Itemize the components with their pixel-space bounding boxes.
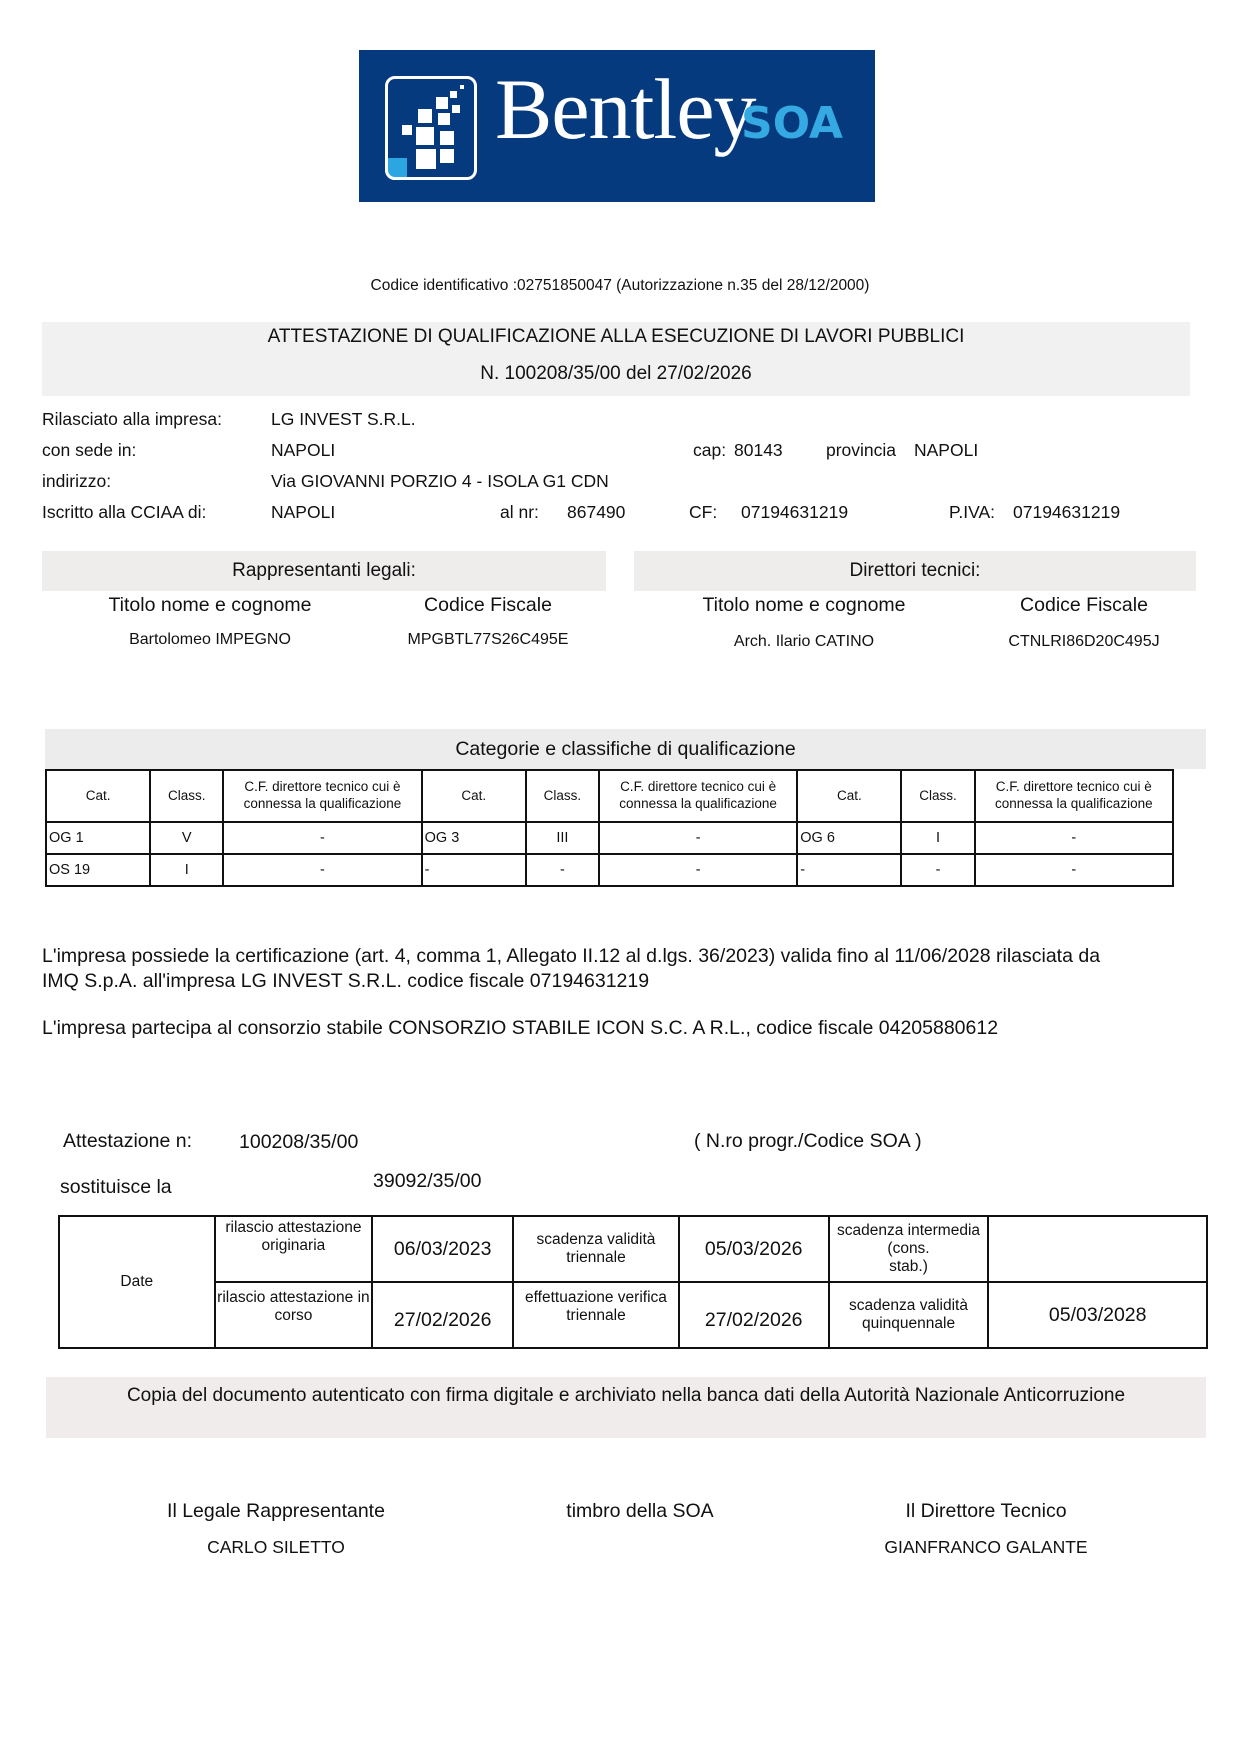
rilasciato-label: Rilasciato alla impresa: [42, 409, 222, 429]
provincia-value: NAPOLI [914, 440, 979, 460]
cell-cf: - [975, 822, 1173, 854]
cell-class: I [901, 822, 974, 854]
header-class: Class. [901, 770, 974, 822]
certificazione-line-1: L'impresa possiede la certificazione (art. 4, comma 1, Allegato II.12 al d.lgs. 36/2023) valida fino al 11/06/2028 rilasciata da [42, 945, 1101, 967]
pixel-document-icon [385, 76, 477, 180]
indirizzo-label: indirizzo: [42, 471, 112, 491]
attestazione-label: Attestazione n: [63, 1130, 192, 1152]
scadenza-triennale-value: 05/03/2026 [679, 1216, 829, 1282]
rilascio-originaria-value: 06/03/2023 [372, 1216, 513, 1282]
sostituisce-label: sostituisce la [60, 1176, 172, 1198]
logo-soa-text: SOA [741, 98, 843, 149]
cell-cat: OS 19 [46, 854, 150, 886]
cell-class: I [150, 854, 223, 886]
nr-value: 867490 [567, 502, 626, 522]
categories-header-row [46, 770, 1173, 822]
cf-label: CF: [689, 502, 718, 522]
certificazione-line-2: IMQ S.p.A. all'impresa LG INVEST S.R.L. codice fiscale 07194631219 [42, 970, 650, 992]
legal-rep-name: Bartolomeo IMPEGNO [129, 631, 291, 648]
header-class: Class. [526, 770, 599, 822]
scadenza-intermedia-label [829, 1216, 989, 1282]
document-number: N. 100208/35/00 del 27/02/2026 [480, 363, 752, 384]
scadenza-intermedia-line-1: scadenza intermedia [837, 1222, 981, 1240]
attestazione-note: ( N.ro progr./Codice SOA ) [694, 1130, 922, 1152]
legal-reps-heading: Rappresentanti legali: [42, 551, 606, 591]
cell-cat: - [797, 854, 901, 886]
cell-class: - [901, 854, 974, 886]
rilasciato-value: LG INVEST S.R.L. [271, 409, 416, 429]
scadenza-intermedia-line-2: (cons. [887, 1240, 930, 1258]
cell-class: V [150, 822, 223, 854]
tech-directors-col-cf: Codice Fiscale [1020, 594, 1148, 616]
piva-label: P.IVA: [949, 502, 996, 522]
legal-rep-cf: MPGBTL77S26C495E [407, 631, 569, 648]
provincia-label: provincia [826, 440, 897, 460]
table-row [46, 822, 1173, 854]
bentley-soa-logo [359, 50, 875, 202]
timbro-soa-label: timbro della SOA [566, 1500, 714, 1522]
categories-table [45, 769, 1174, 887]
cell-cat: OG 1 [46, 822, 150, 854]
header-cf-director: C.F. direttore tecnico cui è connessa la qualificazione [599, 770, 797, 822]
header-cf-director: C.F. direttore tecnico cui è connessa la qualificazione [975, 770, 1173, 822]
tech-director-cf: CTNLRI86D20C495J [1008, 633, 1160, 650]
header-class: Class. [150, 770, 223, 822]
legal-reps-col-cf: Codice Fiscale [424, 594, 552, 616]
document-title: ATTESTAZIONE DI QUALIFICAZIONE ALLA ESECUZIONE DI LAVORI PUBBLICI [267, 326, 965, 347]
cell-class: III [526, 822, 599, 854]
header-cat: Cat. [422, 770, 526, 822]
title-band [42, 322, 1190, 396]
tech-directors-heading: Direttori tecnici: [634, 551, 1196, 591]
sede-value: NAPOLI [271, 440, 336, 460]
nr-label: al nr: [500, 502, 539, 522]
legale-rappresentante-label: Il Legale Rappresentante [167, 1500, 385, 1522]
tech-directors-col-name: Titolo nome e cognome [702, 594, 906, 616]
codice-identificativo: Codice identificativo :02751850047 (Autorizzazione n.35 del 28/12/2000) [370, 277, 870, 294]
scadenza-quinquennale-value: 05/03/2028 [988, 1282, 1207, 1348]
rilascio-in-corso-label: rilascio attestazione in corso [215, 1282, 373, 1348]
cell-cat: OG 6 [797, 822, 901, 854]
scadenza-intermedia-value [988, 1216, 1207, 1282]
legale-rappresentante-name: CARLO SILETTO [207, 1537, 345, 1557]
dates-label: Date [59, 1216, 215, 1348]
scadenza-quinquennale-label: scadenza validità quinquennale [829, 1282, 989, 1348]
sostituisce-value: 39092/35/00 [373, 1170, 482, 1192]
piva-value: 07194631219 [1013, 502, 1121, 522]
attestazione-value: 100208/35/00 [239, 1131, 359, 1153]
sede-label: con sede in: [42, 440, 137, 460]
tech-director-name: Arch. Ilario CATINO [733, 633, 875, 650]
anac-notice: Copia del documento autenticato con firma digitale e archiviato nella banca dati della Autorità Nazionale Anticorruzione [46, 1377, 1206, 1438]
cell-cf: - [975, 854, 1173, 886]
header-cat: Cat. [46, 770, 150, 822]
rilascio-originaria-label: rilascio attestazione originaria [215, 1216, 373, 1282]
logo-brand-text: Bentley [495, 61, 756, 157]
cap-value: 80143 [734, 440, 783, 460]
cell-cf: - [599, 854, 797, 886]
scadenza-triennale-label: scadenza validità triennale [513, 1216, 679, 1282]
cell-cf: - [599, 822, 797, 854]
dates-table [58, 1215, 1208, 1349]
categories-heading: Categorie e classifiche di qualificazione [45, 729, 1206, 769]
verifica-triennale-value: 27/02/2026 [679, 1282, 829, 1348]
cell-class: - [526, 854, 599, 886]
cap-label: cap: [693, 440, 727, 460]
cell-cf: - [223, 822, 421, 854]
dates-row-1 [59, 1216, 1207, 1282]
indirizzo-value: Via GIOVANNI PORZIO 4 - ISOLA G1 CDN [271, 471, 609, 491]
verifica-triennale-label: effettuazione verifica triennale [513, 1282, 679, 1348]
direttore-tecnico-label: Il Direttore Tecnico [905, 1500, 1067, 1522]
scadenza-intermedia-line-3: stab.) [889, 1257, 928, 1275]
rilascio-in-corso-value: 27/02/2026 [372, 1282, 513, 1348]
cf-value: 07194631219 [741, 502, 849, 522]
cciaa-label: Iscritto alla CCIAA di: [42, 502, 207, 522]
header-cf-director: C.F. direttore tecnico cui è connessa la qualificazione [223, 770, 421, 822]
legal-reps-col-name: Titolo nome e cognome [108, 594, 312, 616]
header-cat: Cat. [797, 770, 901, 822]
cell-cat: OG 3 [422, 822, 526, 854]
consorzio-text: L'impresa partecipa al consorzio stabile CONSORZIO STABILE ICON S.C. A R.L., codice fiscale 04205880612 [42, 1017, 999, 1039]
direttore-tecnico-name: GIANFRANCO GALANTE [884, 1537, 1088, 1557]
cell-cat: - [422, 854, 526, 886]
table-row [46, 854, 1173, 886]
dates-row-2 [59, 1282, 1207, 1348]
cell-cf: - [223, 854, 421, 886]
cciaa-value: NAPOLI [271, 502, 336, 522]
